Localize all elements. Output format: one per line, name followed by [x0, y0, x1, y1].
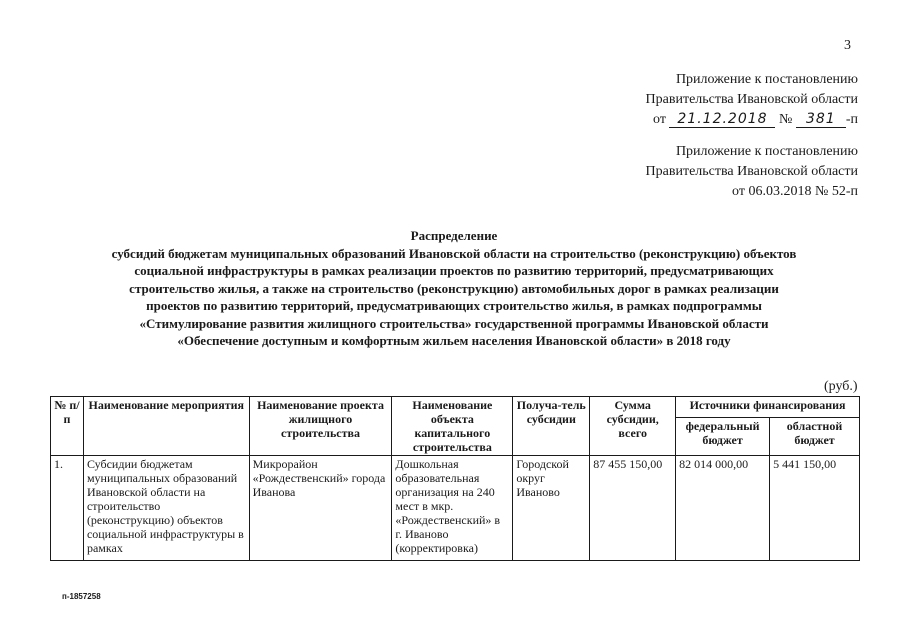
appendix-line1: Приложение к постановлению [675, 72, 858, 87]
title-heading: Распределение [410, 228, 498, 243]
title-line: «Обеспечение доступным и комфортным жильем населения Ивановской области» в 2018 году [177, 333, 731, 348]
header-regional: областной бюджет [770, 417, 860, 455]
cell-federal: 82 014 000,00 [676, 456, 770, 561]
document-id: п-1857258 [62, 592, 101, 601]
header-event: Наименование мероприятия [83, 397, 249, 456]
handwritten-date: 21.12.2018 [669, 111, 775, 128]
appendix-original [646, 142, 858, 202]
cell-num: 1. [51, 456, 84, 561]
currency-note: (руб.) [824, 379, 858, 394]
header-federal: федеральный бюджет [676, 417, 770, 455]
title-line: социальной инфраструктуры в рамках реализации проектов по развитию территорий, предусматривающих [134, 263, 774, 278]
number-suffix: -п [845, 112, 858, 127]
cell-regional: 5 441 150,00 [770, 456, 860, 561]
appendix-current [646, 70, 858, 130]
appendix-date-line [646, 110, 858, 130]
title-line: строительство жилья, а также на строительство (реконструкцию) автомобильных дорог в рамках реализации [129, 280, 779, 296]
cell-event-text: Субсидии бюджетам муниципальных образований Ивановской области на строительство (реконструкцию) объектов социальной инфраструктуры в рамках [86, 457, 244, 555]
header-amount: Сумма субсидии, всего [590, 397, 676, 456]
cell-project: Микрорайон «Рождественский» города Иванова [249, 456, 392, 561]
cell-object [392, 456, 513, 561]
header-object: Наименование объекта капитального строительства [392, 397, 513, 456]
cell-event [83, 456, 249, 561]
appendix-orig-line3: от 06.03.2018 № 52-п [732, 184, 858, 199]
header-num: № п/п [51, 397, 84, 456]
header-sources: Источники финансирования [676, 397, 860, 418]
subsidy-table [50, 396, 860, 561]
appendix-orig-line2: Правительства Ивановской области [645, 164, 858, 179]
title-line: проектов по развитию территорий, предусматривающих строительство жилья, в рамках подпрограммы [146, 298, 762, 313]
cell-recipient: Городской округ Иваново [513, 456, 590, 561]
page-number: 3 [844, 38, 851, 53]
header-recipient: Получа-тель субсидии [513, 397, 590, 456]
table-row [51, 456, 860, 561]
cell-object-text: Дошкольная образовательная организация на 240 мест в мкр. «Рождественский» в г. Иваново (корректировка) [395, 457, 501, 555]
header-project: Наименование проекта жилищного строительства [249, 397, 392, 456]
cell-amount: 87 455 150,00 [590, 456, 676, 561]
handwritten-number: 381 [796, 111, 846, 128]
title-line: «Стимулирование развития жилищного строительства» государственной программы Ивановской области [139, 315, 769, 331]
appendix-line2: Правительства Ивановской области [645, 92, 858, 107]
document-title [40, 227, 868, 350]
from-label: от [653, 112, 666, 127]
number-label: № [778, 112, 793, 127]
appendix-orig-line1: Приложение к постановлению [675, 144, 858, 159]
title-line: субсидий бюджетам муниципальных образований Ивановской области на строительство (реконструкцию) объектов [111, 245, 797, 261]
